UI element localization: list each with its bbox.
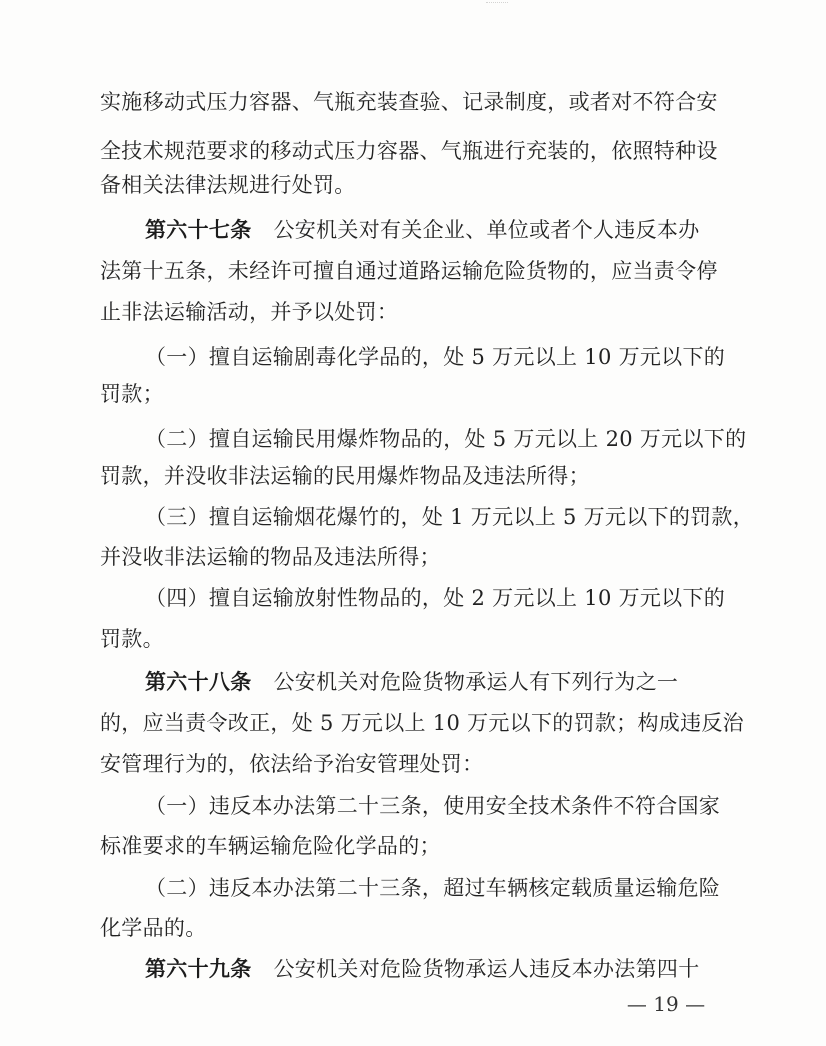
article-69-paragraph	[145, 954, 765, 984]
body-line: 公安机关对有关企业、单位或者个人违反本办	[273, 218, 700, 242]
list-item-2: （二）擅自运输民用爆炸物品的，处 5 万元以上 20 万元以下的	[145, 427, 747, 451]
body-line: 罚款，并没收非法运输的民用爆炸物品及违法所得；	[100, 464, 590, 488]
body-line: 并没收非法运输的物品及违法所得；	[100, 545, 441, 569]
body-line: 法第十五条，未经许可擅自通过道路运输危险货物的，应当责令停	[100, 259, 718, 283]
body-line: 化学品的。	[100, 916, 207, 940]
scan-artifact	[486, 2, 508, 6]
body-line: 罚款。	[100, 627, 164, 651]
article-67-paragraph	[145, 215, 765, 245]
body-line: 全技术规范要求的移动式压力容器、气瓶进行充装的，依照特种设	[100, 139, 718, 163]
article-69-heading: 第六十九条	[145, 957, 252, 981]
list-item-1: （一）违反本办法第二十三条，使用安全技术条件不符合国家	[145, 794, 721, 818]
article-68-heading: 第六十八条	[145, 670, 252, 694]
page-number: — 19 —	[626, 992, 706, 1016]
article-68-paragraph	[145, 667, 765, 697]
body-line: 标准要求的车辆运输危险化学品的；	[100, 834, 441, 858]
body-line: 止非法运输活动，并予以处罚：	[100, 300, 399, 324]
body-line: 公安机关对危险货物承运人有下列行为之一	[273, 670, 679, 694]
body-line: 实施移动式压力容器、气瓶充装查验、记录制度，或者对不符合安	[100, 90, 718, 114]
body-line: 安管理行为的，依法给予治安管理处罚：	[100, 752, 484, 776]
body-line: 罚款；	[100, 382, 164, 406]
list-item-3: （三）擅自运输烟花爆竹的，处 1 万元以上 5 万元以下的罚款，	[145, 505, 755, 529]
list-item-2: （二）违反本办法第二十三条，超过车辆核定载质量运输危险	[145, 876, 721, 900]
body-line: 备相关法律法规进行处罚。	[100, 173, 356, 197]
body-line: 的，应当责令改正，处 5 万元以上 10 万元以下的罚款；构成违反治	[100, 711, 744, 735]
list-item-4: （四）擅自运输放射性物品的，处 2 万元以上 10 万元以下的	[145, 586, 726, 610]
article-67-heading: 第六十七条	[145, 218, 252, 242]
list-item-1: （一）擅自运输剧毒化学品的，处 5 万元以上 10 万元以下的	[145, 345, 726, 369]
body-line: 公安机关对危险货物承运人违反本办法第四十	[273, 957, 700, 981]
